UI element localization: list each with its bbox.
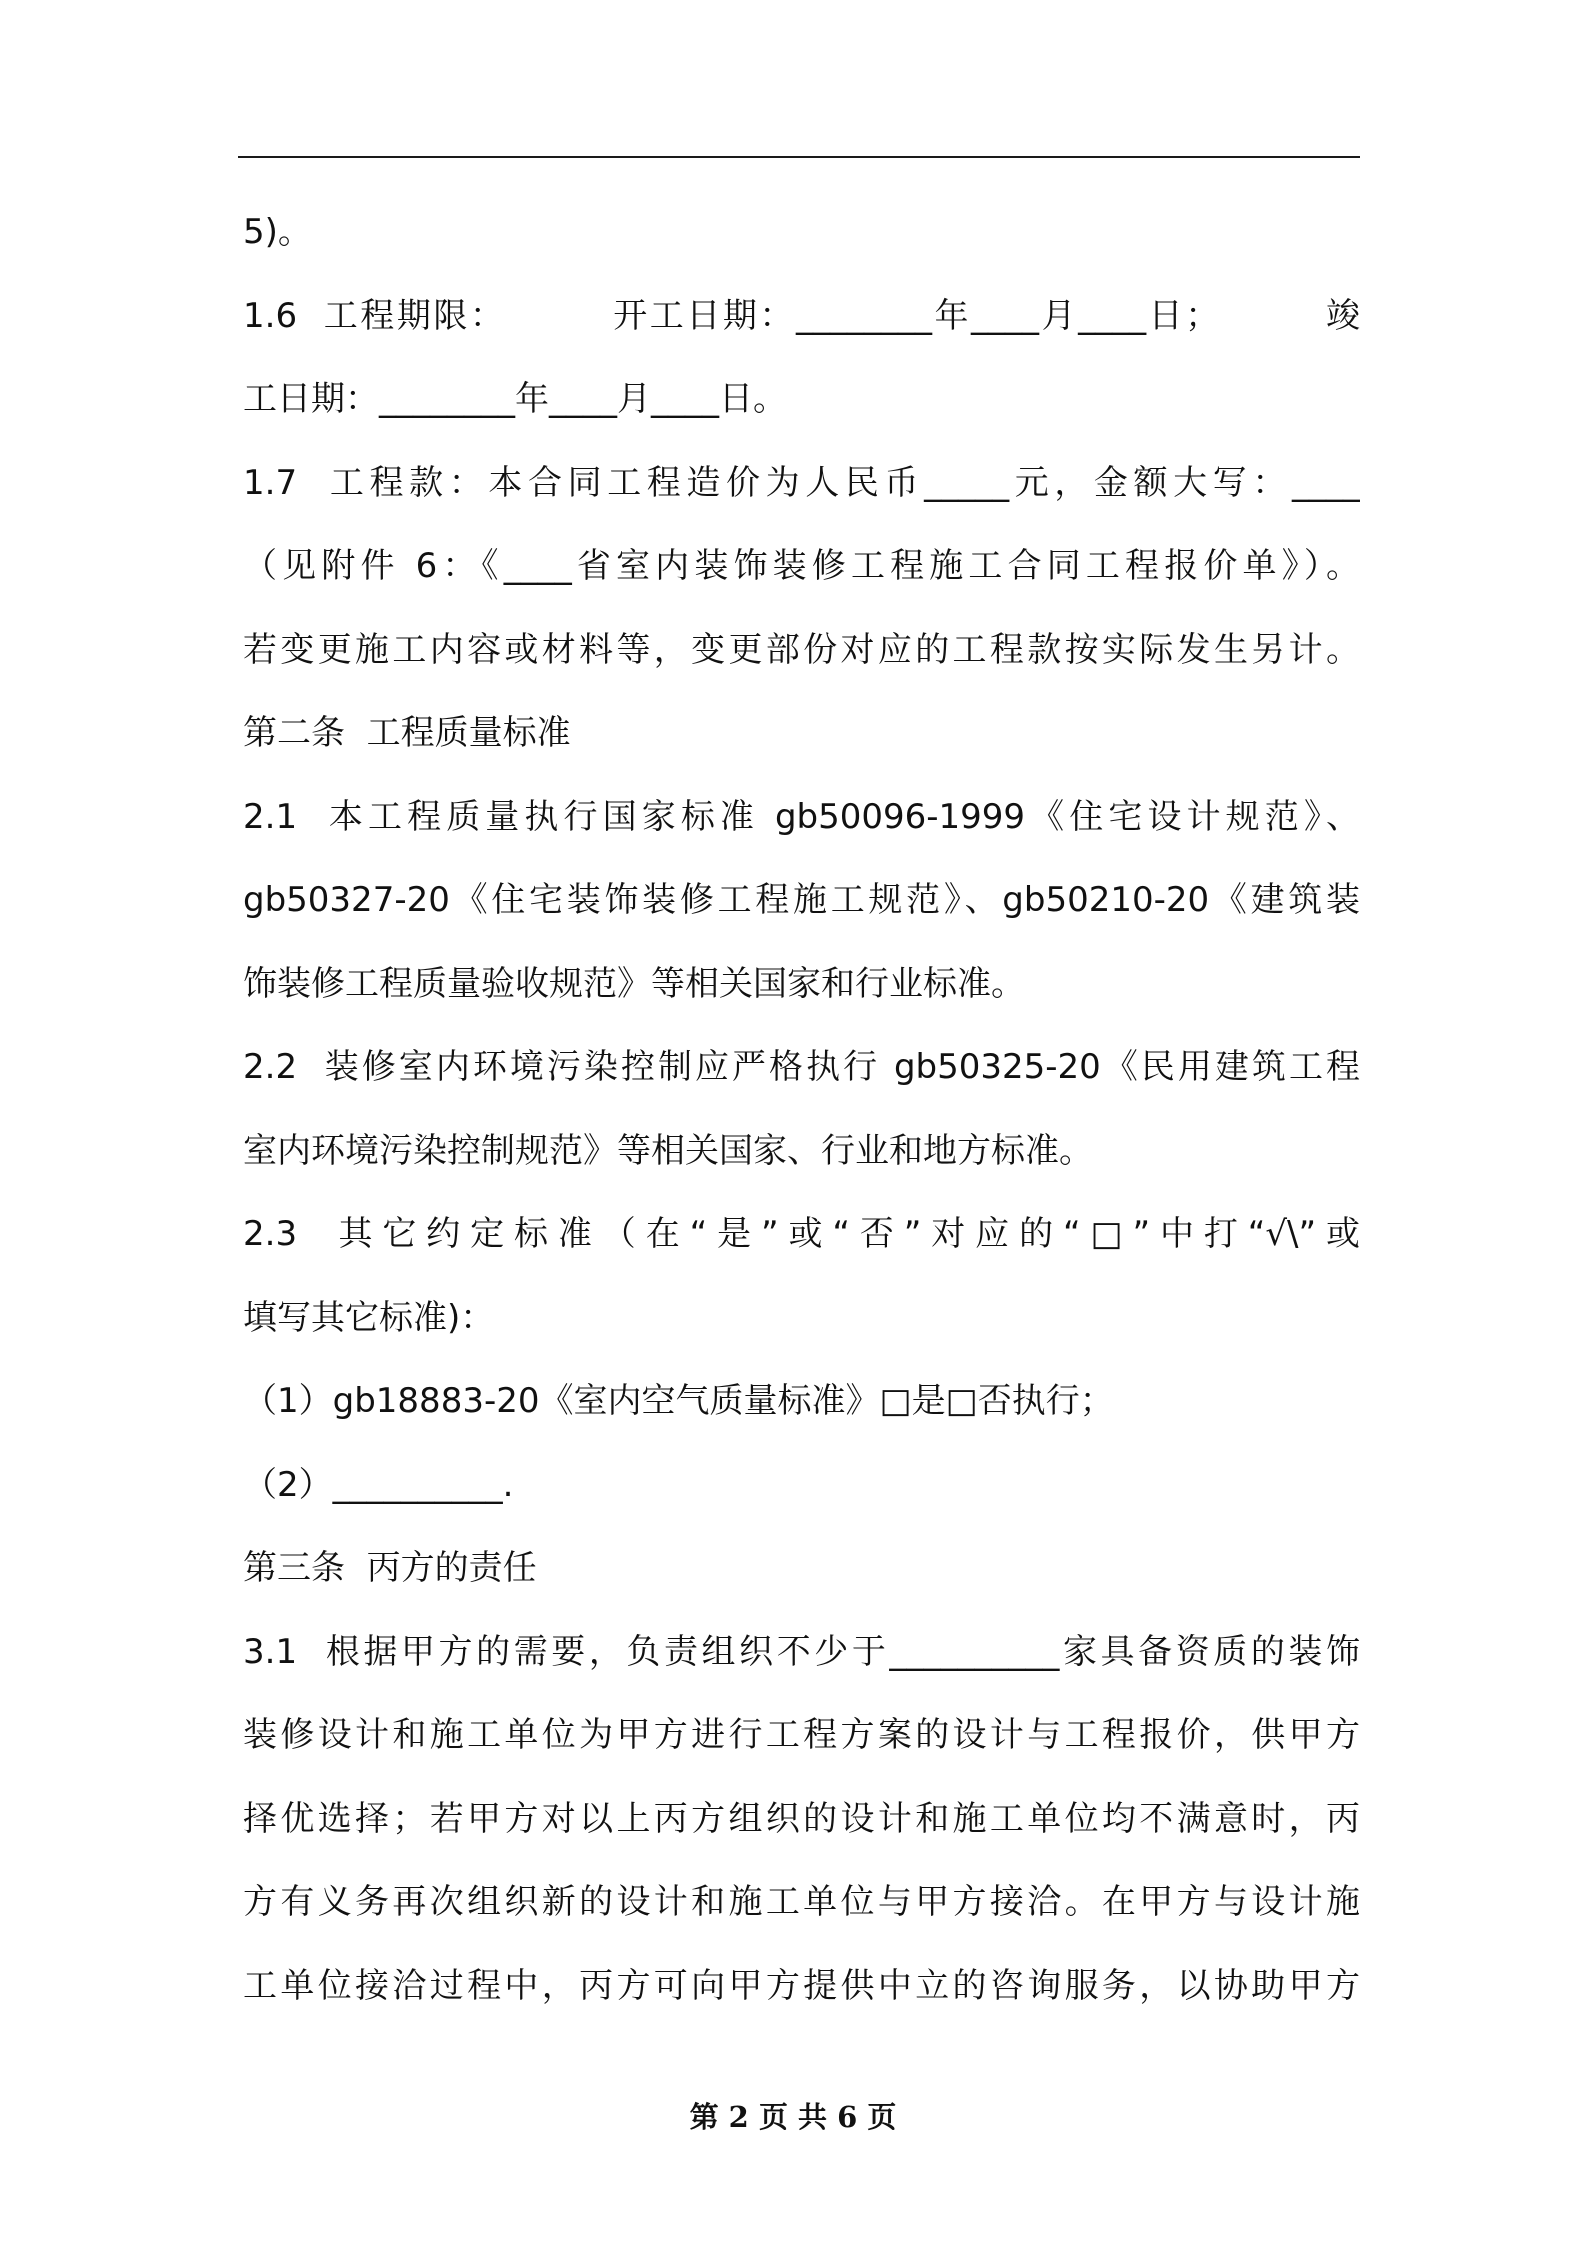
text-line-4: 1.7 工程款：本合同工程造价为人民币_____元，金额大写：____ bbox=[243, 462, 1360, 503]
text-line-1: 5)。 bbox=[243, 212, 312, 252]
section-heading-2: 第二条 工程质量标准 bbox=[243, 713, 571, 753]
text-line-21: 方有义务再次组织新的设计和施工单位与甲方接洽。在甲方与设计施 bbox=[243, 1882, 1360, 1922]
text-line-16: （2）__________. bbox=[243, 1464, 514, 1505]
text-line-2: 1.6 工程期限： 开工日期：________年____月____日； 竣 bbox=[243, 295, 1360, 336]
page-number: 第 2 页 共 6 页 bbox=[689, 2100, 897, 2134]
text-line-18: 3.1 根据甲方的需要，负责组织不少于__________家具备资质的装饰 bbox=[243, 1631, 1360, 1672]
text-line-9: gb50327-20《住宅装饰装修工程施工规范》、gb50210-20《建筑装 bbox=[243, 880, 1360, 920]
text-line-12: 室内环境污染控制规范》等相关国家、行业和地方标准。 bbox=[243, 1130, 1093, 1171]
document-body bbox=[243, 191, 1360, 2028]
text-line-5: （见附件 6：《____省室内装饰装修工程施工合同工程报价单》）。 bbox=[243, 546, 1360, 586]
text-line-14: 填写其它标准)： bbox=[243, 1297, 495, 1338]
text-line-11: 2.2 装修室内环境污染控制应严格执行 gb50325-20《民用建筑工程 bbox=[243, 1047, 1360, 1087]
text-line-19: 装修设计和施工单位为甲方进行工程方案的设计与工程报价，供甲方 bbox=[243, 1715, 1360, 1755]
text-line-13: 2.3 其它约定标准（在“是”或“否”对应的“□”中打“√\”或 bbox=[243, 1214, 1360, 1254]
text-line-3: 工日期：________年____月____日。 bbox=[243, 379, 787, 419]
section-heading-3: 第三条 丙方的责任 bbox=[243, 1548, 537, 1588]
header-rule bbox=[238, 156, 1360, 158]
text-line-8: 2.1 本工程质量执行国家标准 gb50096-1999《住宅设计规范》、 bbox=[243, 796, 1360, 837]
text-line-22: 工单位接洽过程中，丙方可向甲方提供中立的咨询服务，以协助甲方 bbox=[243, 1965, 1360, 2006]
text-line-10: 饰装修工程质量验收规范》等相关国家和行业标准。 bbox=[243, 963, 1025, 1004]
text-line-20: 择优选择；若甲方对以上丙方组织的设计和施工单位均不满意时，丙 bbox=[243, 1798, 1360, 1839]
text-line-6: 若变更施工内容或材料等，变更部份对应的工程款按实际发生另计。 bbox=[243, 629, 1360, 670]
text-line-15: （1）gb18883-20《室内空气质量标准》□是□否执行； bbox=[243, 1381, 1114, 1421]
